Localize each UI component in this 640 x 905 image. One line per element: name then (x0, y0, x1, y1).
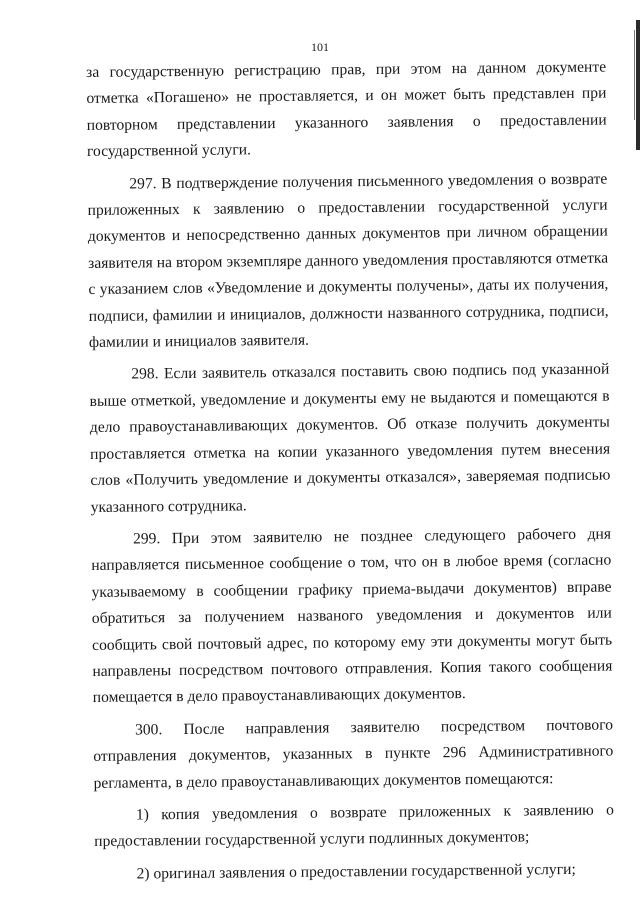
document-body (86, 55, 615, 895)
paragraph-299: 299. При этом заявителю не позднее следующего рабочего дня направляется письменное сообщение о том, что он в любое время (согласно указываемому в сообщении графику приема-выдачи документов) вправе обратиться за получением названого уведомления и документов или сообщить свой почтовый адрес, по которому ему эти документы могут быть направлены посредством почтового отправления. Копия такого сообщения помещается в дело правоустанавливающих документов. (91, 525, 613, 707)
paragraph-300: 300. После направления заявителю посредством почтового отправления документов, указанных в пункте 296 Административного регламента, в дело правоустанавливающих документов помещаются: (93, 716, 614, 792)
list-item-2: 2) оригинал заявления о предоставлении государственной услуги; (136, 860, 576, 883)
list-item-1: 1) копия уведомления о возврате приложенных к заявлению о предоставлении государственной услуги подлинных документов; (94, 801, 614, 851)
page-number: 101 (311, 40, 329, 54)
paragraph-297: 297. В подтверждение получения письменного уведомления о возврате приложенных к заявлению о предоставлении государственной услуги документов и непосредственно данных документов при личном обращении заявителя на втором экземпляре данного уведомления проставляются отметка с указанием слов «Уведомление и документы получены», даты их получения, подписи, фамилии и инициалов, должности названного сотрудника, подписи, фамилии и инициалов заявителя. (87, 170, 609, 352)
paragraph-continuation: за государственную регистрацию прав, при этом на данном документе отметка «Погашено» не проставляется, и он может быть представлен при повторном представлении указанного заявления о предоставлении государственной услуги. (86, 58, 607, 161)
paragraph-298: 298. Если заявитель отказался поставить свою подпись под указанной выше отметкой, уведомление и документы ему не выдаются и помещаются в дело правоустанавливающих документов. Об отказе получить документы проставляется отметка на копии указанного уведомления путем внесения слов «Получить уведомление и документы отказался», заверяемая подписью указанного сотрудника. (89, 361, 611, 516)
